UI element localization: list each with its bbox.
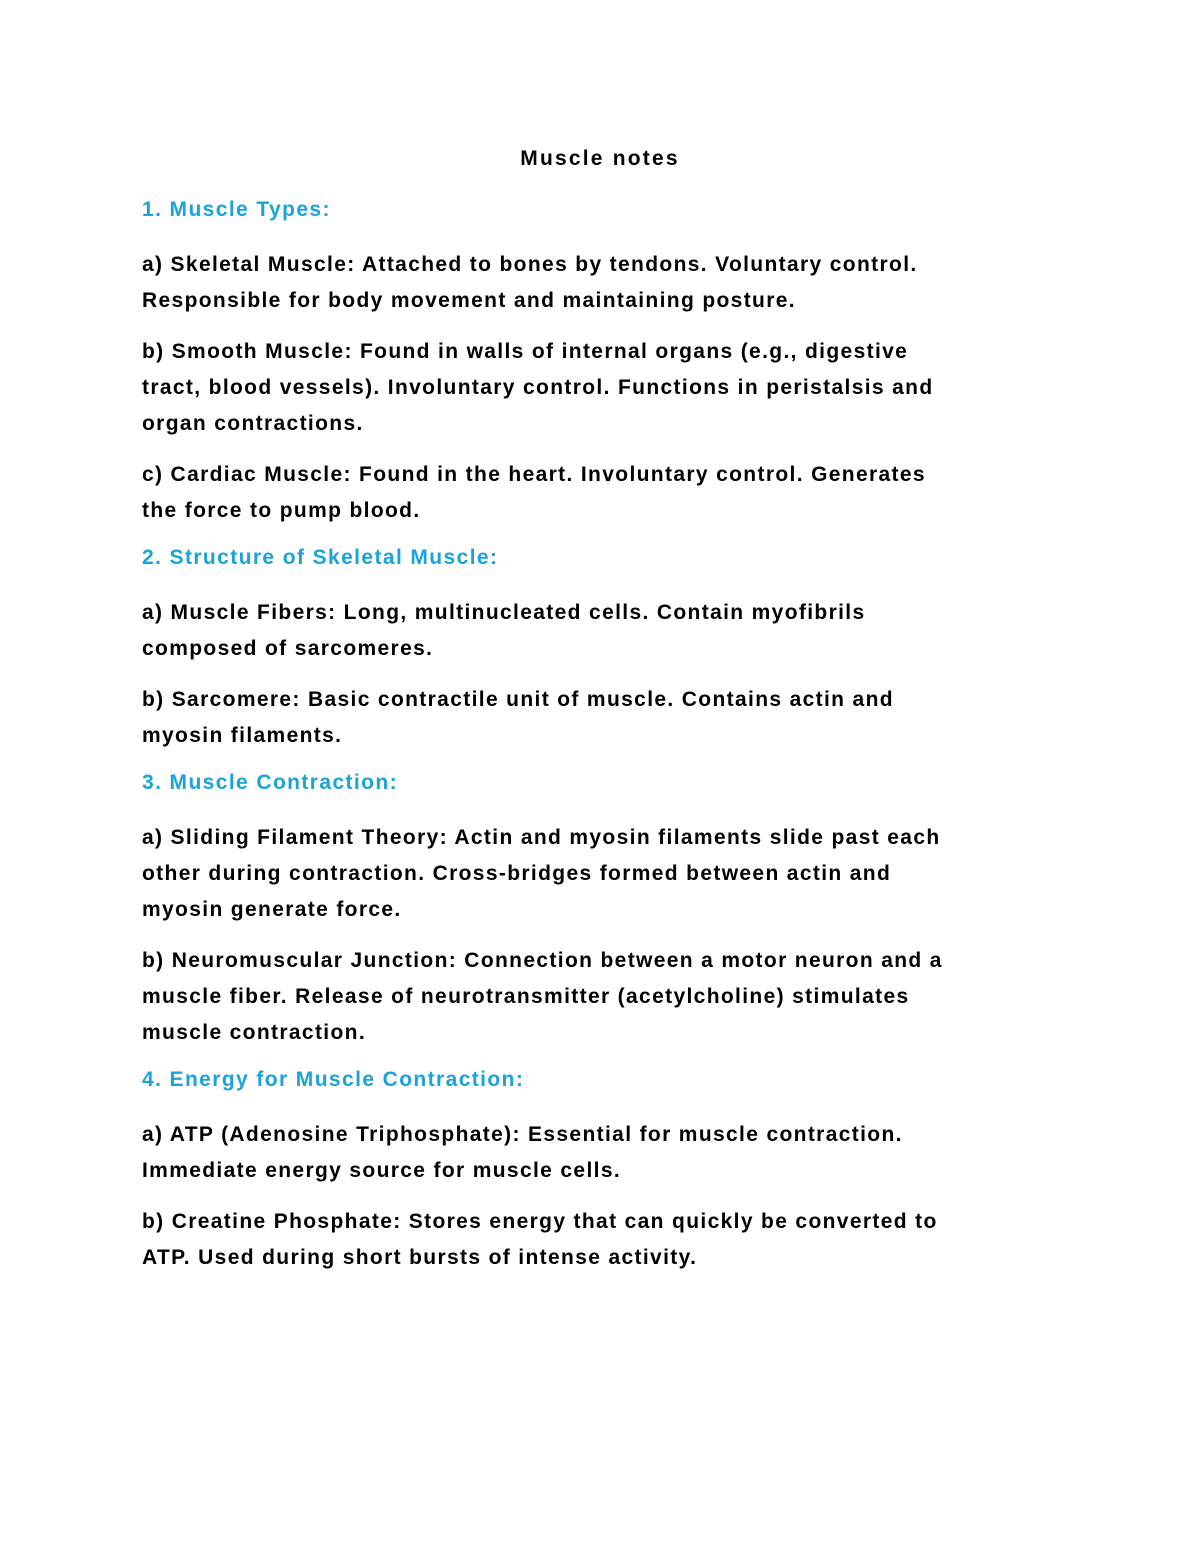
text-line: muscle contraction.: [142, 1021, 367, 1044]
section-muscle-contraction: [142, 769, 1072, 1051]
paragraph: [142, 820, 1072, 928]
text-line: a) Skeletal Muscle: Attached to bones by tendons. Voluntary control.: [142, 253, 918, 276]
paragraph: [142, 334, 1072, 442]
text-line: muscle fiber. Release of neurotransmitter (acetylcholine) stimulates: [142, 985, 910, 1008]
section-energy-for-muscle-contraction: [142, 1066, 1072, 1276]
text-line: other during contraction. Cross-bridges formed between actin and: [142, 862, 892, 885]
paragraph: [142, 457, 1072, 529]
paragraph: [142, 943, 1072, 1051]
text-line: a) ATP (Adenosine Triphosphate): Essential for muscle contraction.: [142, 1123, 903, 1146]
text-line: composed of sarcomeres.: [142, 637, 434, 660]
paragraph: [142, 1117, 1072, 1189]
document-body: [142, 196, 1072, 1291]
section-muscle-types: [142, 196, 1072, 529]
section-heading: 2. Structure of Skeletal Muscle:: [142, 546, 499, 569]
section-heading: 3. Muscle Contraction:: [142, 771, 398, 794]
section-heading: 4. Energy for Muscle Contraction:: [142, 1068, 525, 1091]
text-line: myosin filaments.: [142, 724, 343, 747]
text-line: tract, blood vessels). Involuntary control. Functions in peristalsis and: [142, 376, 934, 399]
paragraph: [142, 1204, 1072, 1276]
text-line: myosin generate force.: [142, 898, 402, 921]
text-line: organ contractions.: [142, 412, 364, 435]
text-line: b) Sarcomere: Basic contractile unit of muscle. Contains actin and: [142, 688, 894, 711]
text-line: Immediate energy source for muscle cells.: [142, 1159, 622, 1182]
section-structure-of-skeletal-muscle: [142, 544, 1072, 754]
text-line: a) Muscle Fibers: Long, multinucleated cells. Contain myofibrils: [142, 601, 866, 624]
section-heading: 1. Muscle Types:: [142, 198, 331, 221]
text-line: b) Smooth Muscle: Found in walls of internal organs (e.g., digestive: [142, 340, 909, 363]
text-line: the force to pump blood.: [142, 499, 421, 522]
paragraph: [142, 595, 1072, 667]
text-line: b) Creatine Phosphate: Stores energy that can quickly be converted to: [142, 1210, 938, 1233]
text-line: c) Cardiac Muscle: Found in the heart. Involuntary control. Generates: [142, 463, 926, 486]
text-line: ATP. Used during short bursts of intense activity.: [142, 1246, 698, 1269]
document-title: Muscle notes: [520, 147, 680, 170]
text-line: b) Neuromuscular Junction: Connection between a motor neuron and a: [142, 949, 943, 972]
text-line: Responsible for body movement and maintaining posture.: [142, 289, 796, 312]
text-line: a) Sliding Filament Theory: Actin and myosin filaments slide past each: [142, 826, 941, 849]
paragraph: [142, 247, 1072, 319]
paragraph: [142, 682, 1072, 754]
